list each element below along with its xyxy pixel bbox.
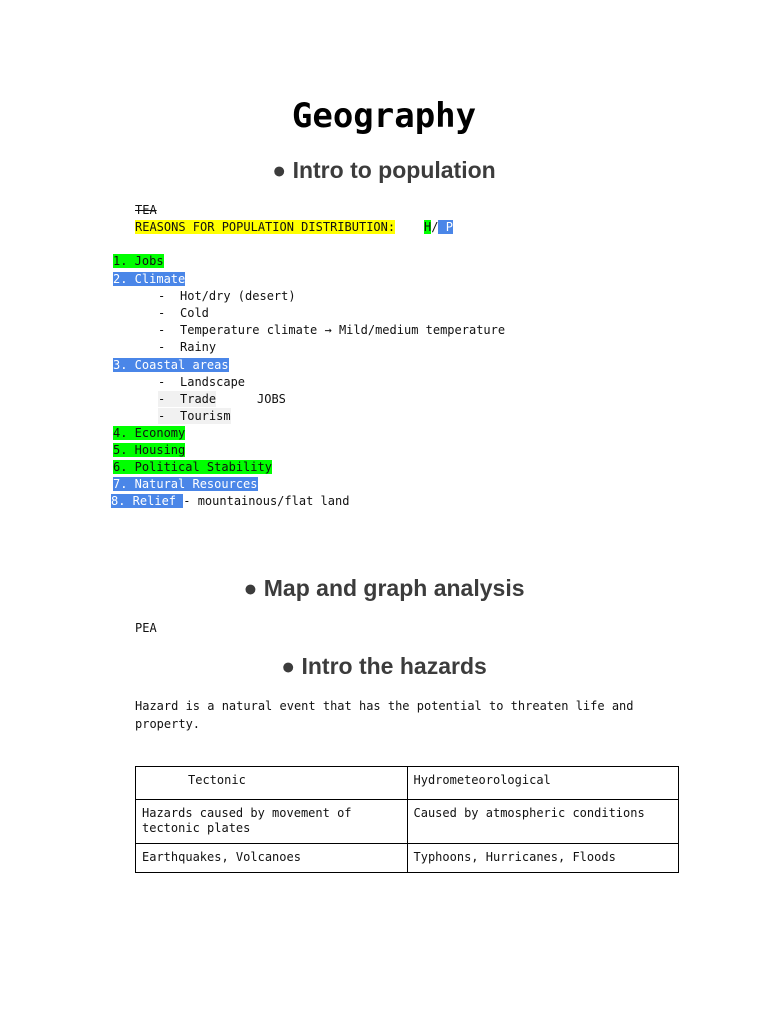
hazards-table	[135, 766, 679, 873]
reason-item	[113, 357, 229, 373]
reason-item	[113, 253, 164, 269]
jobs-note: JOBS	[257, 392, 286, 406]
p-letter: P	[438, 220, 453, 234]
reason-label: 5. Housing	[113, 443, 186, 457]
doc-title: Geography	[291, 96, 477, 136]
reason-label: 2. Climate	[113, 272, 186, 286]
reason-label: 4. Economy	[113, 426, 186, 440]
dash: -	[158, 375, 166, 389]
climate-item	[158, 305, 209, 321]
section-heading-hazards	[0, 651, 768, 681]
item-text: Cold	[180, 306, 209, 320]
item-text: Landscape	[180, 375, 246, 389]
item-text: Rainy	[180, 340, 217, 354]
reasons-heading	[135, 219, 453, 235]
reason-label: 1. Jobs	[113, 254, 164, 268]
reason-label: 8. Relief	[111, 494, 184, 508]
coastal-item	[158, 391, 216, 407]
reason-label: 7. Natural Resources	[113, 477, 258, 491]
dash: -	[158, 392, 166, 406]
reason-item	[113, 425, 185, 441]
table-header-cell: Tectonic	[136, 767, 408, 800]
section-title: Map and graph analysis	[263, 575, 525, 601]
dash: -	[158, 306, 166, 320]
climate-item	[158, 288, 296, 304]
item-text: Hot/dry (desert)	[180, 289, 296, 303]
table-cell: Typhoons, Hurricanes, Floods	[407, 844, 679, 873]
dash: -	[158, 289, 166, 303]
table-cell: Caused by atmospheric conditions	[407, 800, 679, 844]
bullet-icon: ●	[272, 157, 287, 183]
section-heading-map	[0, 573, 768, 603]
reason-item	[113, 442, 185, 458]
table-cell: Earthquakes, Volcanoes	[136, 844, 408, 873]
pea-text: PEA	[135, 621, 157, 635]
reasons-label: REASONS FOR POPULATION DISTRIBUTION:	[135, 220, 396, 234]
slash: /	[431, 220, 439, 234]
coastal-item	[158, 408, 231, 424]
h-letter: H	[424, 220, 432, 234]
relief-suffix: - mountainous/flat land	[183, 494, 350, 508]
hazard-definition-line: Hazard is a natural event that has the potential to threaten life and	[135, 699, 634, 713]
table-row	[136, 844, 679, 873]
section-heading-population	[0, 155, 768, 185]
table-row	[136, 800, 679, 844]
bullet-icon: ●	[281, 653, 296, 679]
climate-item	[158, 339, 216, 355]
table-cell: Hazards caused by movement of tectonic plates	[136, 800, 408, 844]
dash: -	[158, 323, 166, 337]
climate-item	[158, 322, 505, 338]
table-row	[136, 767, 679, 800]
coastal-item	[158, 374, 245, 390]
hazard-definition-line: property.	[135, 717, 201, 731]
dash: -	[158, 409, 166, 423]
dash: -	[158, 340, 166, 354]
reason-item	[111, 493, 349, 509]
item-text: Trade	[180, 392, 217, 406]
reason-item	[113, 459, 272, 475]
reason-label: 6. Political Stability	[113, 460, 272, 474]
tea-text: TEA	[135, 203, 157, 217]
table-header-cell: Hydrometeorological	[407, 767, 679, 800]
reason-label: 3. Coastal areas	[113, 358, 229, 372]
bullet-icon: ●	[243, 575, 258, 601]
item-text: Temperature climate → Mild/medium temperature	[180, 323, 506, 337]
section-title: Intro to population	[292, 157, 496, 183]
reason-item	[113, 476, 258, 492]
reason-item	[113, 271, 185, 287]
section-title: Intro the hazards	[301, 653, 487, 679]
item-text: Tourism	[180, 409, 231, 423]
